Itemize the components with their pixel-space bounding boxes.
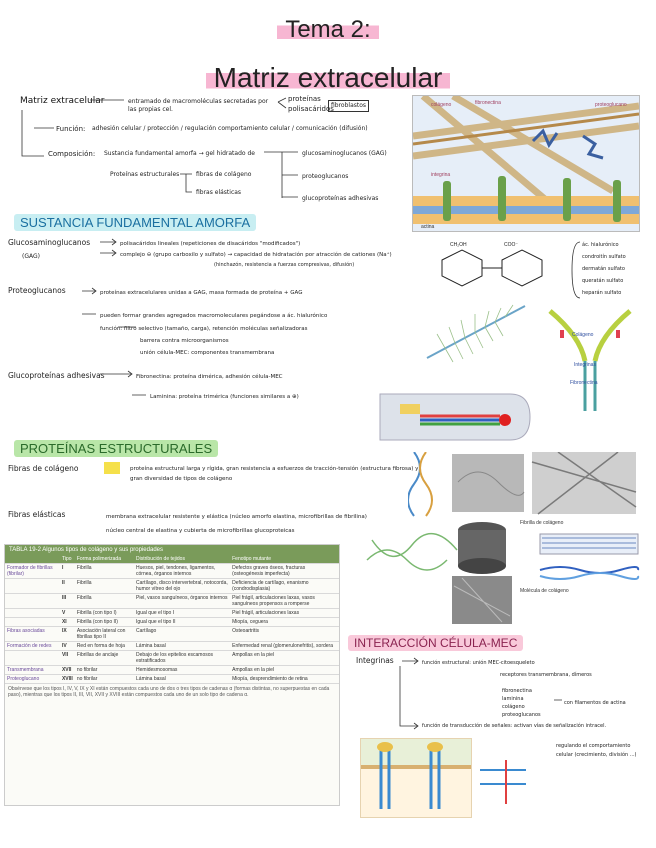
sfa-arrows: [8, 236, 428, 402]
pg-line-3: función: filtro selectivo (tamaño, carga), retención moléculas señalizadoras: [100, 326, 308, 332]
proteoglycan-figure: [425, 298, 530, 368]
integrin-fibronectin-figure: [540, 306, 640, 416]
collagen-cell-distribucion: Piel, vasos sanguíneos, órganos internos: [134, 594, 230, 609]
table-row: [5, 618, 339, 627]
gpa-line-1: Fibronectina: proteína dimérica, adhesión célula-MEC: [136, 374, 283, 380]
colageno-label: Fibras de colágeno: [8, 464, 79, 473]
gag-type-5: heparán sulfato: [582, 290, 622, 296]
signal-drawing: [476, 760, 532, 804]
table-row: [5, 579, 339, 594]
collagen-cell-mutante: Miopía, desprendimiento de retina: [230, 675, 339, 684]
collagen-table-header: [5, 555, 339, 564]
collagen-fibril-drawing: [520, 516, 640, 594]
collagen-cell-tipo: III: [60, 594, 75, 609]
collagen-cell-distribucion: Igual que el tipo II: [134, 618, 230, 627]
funcion-text: adhesión celular / protección / regulación comportamiento celular / comunicación (difusión): [92, 125, 368, 132]
elastic-fiber-photos: [452, 516, 512, 624]
elasticas-label: Fibras elásticas: [8, 510, 66, 519]
gag-disaccharide-drawing: [432, 238, 562, 288]
collagen-header-group: [5, 555, 60, 564]
proteoglycan-aggregate-drawing: [425, 298, 530, 368]
table-row: [5, 609, 339, 618]
boxed-word: fibroblastos: [328, 100, 369, 112]
gag-abbr: (GAG): [22, 253, 40, 260]
gag-line-1: polisacáridos lineales (repeticiones de disacáridos "modificados"): [120, 241, 301, 247]
gag-type-3: dermatán sulfato: [582, 266, 625, 272]
gpa-line-2: Laminina: proteína trimérica (funciones similares a ⊕): [150, 394, 299, 400]
table-row: [5, 642, 339, 651]
title-topic: Tema 2:: [277, 16, 378, 43]
collagen-table-footnote: Obsérvese que los tipos I, IV, V, IX y XI están compuestos cada uno de dos o tres tipos de cadenas α (formas distintas, no superpuestas en cada paso), mientras que los tipos II, III, VII, XVII y XVIII están compuestos cada uno de un solo tipo de cadena α.: [8, 686, 330, 698]
pg-line-5: unión célula-MEC: componentes transmembrana: [140, 350, 275, 356]
collagen-cell-group: [5, 579, 60, 594]
collagen-cell-mutante: Osteoartritis: [230, 627, 339, 642]
collagen-cell-forma: no fibrilar: [75, 675, 134, 684]
collagen-table-card: [4, 544, 340, 806]
molecule-label: Molécula de colágeno: [520, 588, 569, 594]
proteinas-label: Proteínas estructurales: [110, 171, 180, 178]
label-colageno: colágeno: [431, 102, 452, 108]
fig-label-integrinas: Integrinas: [574, 362, 596, 368]
gag-types-list: [568, 240, 648, 302]
integ-line-2: receptores transmembrana, dímeros: [500, 672, 592, 678]
fig-label-colageno: Colágeno: [572, 332, 594, 338]
gag-label-coo: COO⁻: [504, 242, 519, 248]
colageno-line-1: proteína estructural larga y rígida, gran resistencia a esfuerzos de tracción-tensión (estructura fibrosa) y gran diversidad de tipos de colágeno: [130, 466, 419, 482]
pg-label: Proteoglucanos: [8, 286, 66, 295]
matriz-label: Matriz extracelular: [20, 96, 105, 106]
collagen-cell-distribucion: Lámina basal: [134, 675, 230, 684]
label-integrina: integrina: [431, 172, 451, 178]
collagen-cell-distribucion: Cartílago, disco intervertebral, notocorda, humor vítreo del ojo: [134, 579, 230, 594]
pg-line-4: barrera contra microorganismos: [140, 338, 229, 344]
integ-side: con filamentos de actina: [564, 700, 626, 706]
gag-types-brace: [568, 240, 582, 302]
collagen-cell-mutante: Ampollas en la piel: [230, 651, 339, 666]
elastic-network-drawing: [362, 520, 462, 582]
table-row: [5, 594, 339, 609]
ecm-membrane-figure: [412, 95, 640, 232]
collagen-cell-forma: Asociación lateral con fibrillas tipo II: [75, 627, 134, 642]
ecm-membrane-illustration: [413, 96, 639, 231]
collagen-cell-distribucion: Cartílago: [134, 627, 230, 642]
title-subject: Matriz extracelular: [206, 62, 451, 93]
matriz-desc: entramado de macromoléculas secretadas por las propias cel.: [128, 98, 269, 113]
table-row: [5, 651, 339, 666]
collagen-cell-forma: no fibrilar: [75, 666, 134, 675]
integrin-cell-figure: [360, 738, 472, 818]
table-row: [5, 627, 339, 642]
gel-item-2: proteoglucanos: [302, 173, 349, 180]
collagen-cell-tipo: XVII: [60, 666, 75, 675]
collagen-cell-forma: Fibrilla: [75, 579, 134, 594]
matriz-branch-1: proteínas: [288, 95, 321, 103]
section-heading-mec: [348, 632, 523, 651]
sfa-notes: [8, 236, 428, 400]
proteinas-item-1: fibras de colágeno: [196, 171, 252, 178]
matriz-branch-2: polisacáridos: [288, 105, 334, 113]
collagen-cell-forma: Red en forma de hoja: [75, 642, 134, 651]
gag-line-3: (hinchazón, resistencia a fuerzas compresivas, difusión): [214, 262, 355, 268]
collagen-header-tipo: Tipo: [60, 555, 75, 564]
intro-notes: [20, 96, 412, 206]
collagen-cell-forma: Fibrilla: [75, 564, 134, 579]
collagen-cell-mutante: Miopía, ceguera: [230, 618, 339, 627]
collagen-cell-tipo: XVIII: [61, 676, 73, 682]
signal-figure: [476, 760, 532, 804]
section-heading-sfa: [14, 212, 256, 231]
table-row: [5, 675, 339, 684]
micrograph-drawings: [408, 452, 638, 518]
label-proteoglucano: proteoglucano: [595, 102, 627, 108]
pg-line-2: pueden formar grandes agregados macromoleculares pegándose a ác. hialurónico: [100, 313, 328, 319]
integ-line-3: función de transducción de señales: activan vías de señalización intracel.: [422, 723, 607, 729]
fibril-label: Fibrilla de colágeno: [520, 520, 564, 526]
collagen-cell-tipo: VII: [60, 651, 75, 666]
fig-label-fibronectina: Fibronectina: [570, 380, 598, 386]
collagen-cell-tipo: XI: [60, 618, 75, 627]
table-row: [5, 564, 339, 579]
label-fibronectina: fibronectina: [475, 100, 501, 106]
collagen-cell-group: [5, 594, 60, 609]
collagen-cell-tipo: I: [60, 564, 75, 579]
collagen-cell-distribucion: Igual que el tipo I: [134, 609, 230, 618]
gag-line-2: complejo ⊖ (grupo carboxilo y sulfato) → capacidad de hidratación por atracción de cationes (Na⁺): [120, 252, 392, 258]
gag-label: Glucosaminoglucanos: [8, 238, 91, 247]
gag-type-2: condroitín sulfato: [582, 254, 626, 260]
collagen-cell-tipo: IV: [60, 642, 75, 651]
collagen-table-caption: TABLA 19-2 Algunos tipos de colágeno y sus propiedades: [5, 545, 339, 555]
label-actina: actina: [421, 224, 435, 230]
collagen-cell-group: Fibras asociadas: [5, 627, 60, 642]
collagen-cell-group: Formación de redes: [5, 642, 60, 651]
collagen-cell-group: Proteoglucano: [5, 675, 60, 684]
collagen-header-mutante: Fenotipo mutante: [230, 555, 339, 564]
integ-list-4: proteoglucanos: [502, 712, 541, 718]
collagen-cell-group: Formador de fibrillas (fibrilar): [5, 564, 60, 579]
collagen-cell-forma: Fibrillas de anclaje: [75, 651, 134, 666]
integ-list-3: colágeno: [502, 704, 525, 710]
collagen-cell-tipo: II: [60, 579, 75, 594]
collagen-cell-mutante: Enfermedad renal (glomerulonefritis), sordera: [230, 642, 339, 651]
collagen-cell-mutante: Deficiencia de cartílago, enanismo (condrodisplasia): [230, 579, 339, 594]
gag-label-ch2oh: CH₂OH: [450, 242, 467, 248]
collagen-cell-forma: Fibrilla (con tipo I): [75, 609, 134, 618]
collagen-cell-tipo: V: [60, 609, 75, 618]
collagen-cell-group: [5, 651, 60, 666]
intro-connectors: [20, 96, 412, 206]
collagen-processing-figure: [360, 382, 550, 452]
page-title-line2: [0, 62, 656, 94]
integ-line-1: función estructural: unión MEC-citoesqueleto: [422, 660, 535, 666]
collagen-cell-tipo: IX: [60, 627, 75, 642]
integ-line-4: regulando el comportamiento celular (crecimiento, división ...): [556, 743, 637, 758]
collagen-cell-forma: Fibrilla (con tipo II): [75, 618, 134, 627]
gel-item-3: glucoproteínas adhesivas: [302, 195, 379, 202]
collagen-cell-group: [5, 618, 60, 627]
integrin-fibronectin-drawing: [540, 306, 640, 416]
gag-type-1: ác. hialurónico: [582, 242, 619, 248]
collagen-table-body: [5, 564, 339, 684]
collagen-fibril-figure: [520, 516, 640, 594]
collagen-cell-distribucion: Lámina basal: [134, 642, 230, 651]
page-title-line1: [0, 16, 656, 44]
micrograph-row: [408, 452, 638, 518]
collagen-cell-distribucion: Debajo de los epitelios escamosos estratificados: [134, 651, 230, 666]
integrinas-label: Integrinas: [356, 656, 394, 665]
integrin-cell-drawing: [361, 739, 471, 817]
collagen-header-forma: Forma polimerizada: [75, 555, 134, 564]
section-heading-pe: [14, 438, 218, 457]
gag-structure-figure: [432, 238, 562, 288]
elasticas-line-2: núcleo central de elastina y cubierta de microfibrillas glucoproteicas: [106, 528, 295, 534]
collagen-cell-forma: Fibrilla: [75, 594, 134, 609]
collagen-cell-distribucion: Huesos, piel, tendones, ligamentos, córnea, órganos internos: [134, 564, 230, 579]
collagen-cell-group: Transmembrana: [5, 666, 60, 675]
collagen-table: [5, 555, 339, 684]
collagen-cell-mutante: Ampollas en la piel: [230, 666, 339, 675]
mec-heading-text: INTERACCIÓN CÉLULA-MEC: [348, 635, 523, 651]
composicion-label: Composición:: [48, 150, 96, 158]
gpa-label: Glucoproteínas adhesivas: [8, 371, 105, 380]
elastic-network-figure: [362, 520, 462, 582]
integ-list-1: fibronectina: [502, 688, 532, 694]
composicion-text: Sustancia fundamental amorfa → gel hidratado de: [104, 150, 255, 157]
collagen-cell-mutante: Defectos graves óseos, fracturas (osteogénesis imperfecta): [230, 564, 339, 579]
gel-item-1: glucosaminoglucanos (GAG): [302, 150, 387, 157]
colageno-highlight: [104, 462, 120, 474]
collagen-cell-group: [5, 609, 60, 618]
integ-list-2: laminina: [502, 696, 524, 702]
gag-type-4: queratán sulfato: [582, 278, 624, 284]
collagen-cell-mutante: Piel frágil, articulaciones laxas, vasos sanguíneos propensos a romperse: [230, 594, 339, 609]
table-row: [5, 666, 339, 675]
sfa-heading-text: SUSTANCIA FUNDAMENTAL AMORFA: [14, 214, 256, 231]
collagen-cell-distribucion: Hemidesmosomas: [134, 666, 230, 675]
elastic-fiber-photo-drawings: [452, 516, 512, 624]
collagen-processing-drawing: [360, 382, 550, 452]
pg-line-1: proteínas extracelulares unidas a GAG, masa formada de proteína + GAG: [100, 290, 303, 296]
pe-heading-text: PROTEÍNAS ESTRUCTURALES: [14, 440, 218, 457]
funcion-label: Función:: [56, 125, 86, 133]
collagen-cell-mutante: Piel frágil, articulaciones laxas: [230, 609, 339, 618]
collagen-header-distribucion: Distribución de tejidos: [134, 555, 230, 564]
elasticas-line-1: membrana extracelular resistente y elástica (núcleo amorfo elastina, microfibrillas de fibrilina): [106, 514, 367, 520]
proteinas-item-2: fibras elásticas: [196, 189, 242, 196]
